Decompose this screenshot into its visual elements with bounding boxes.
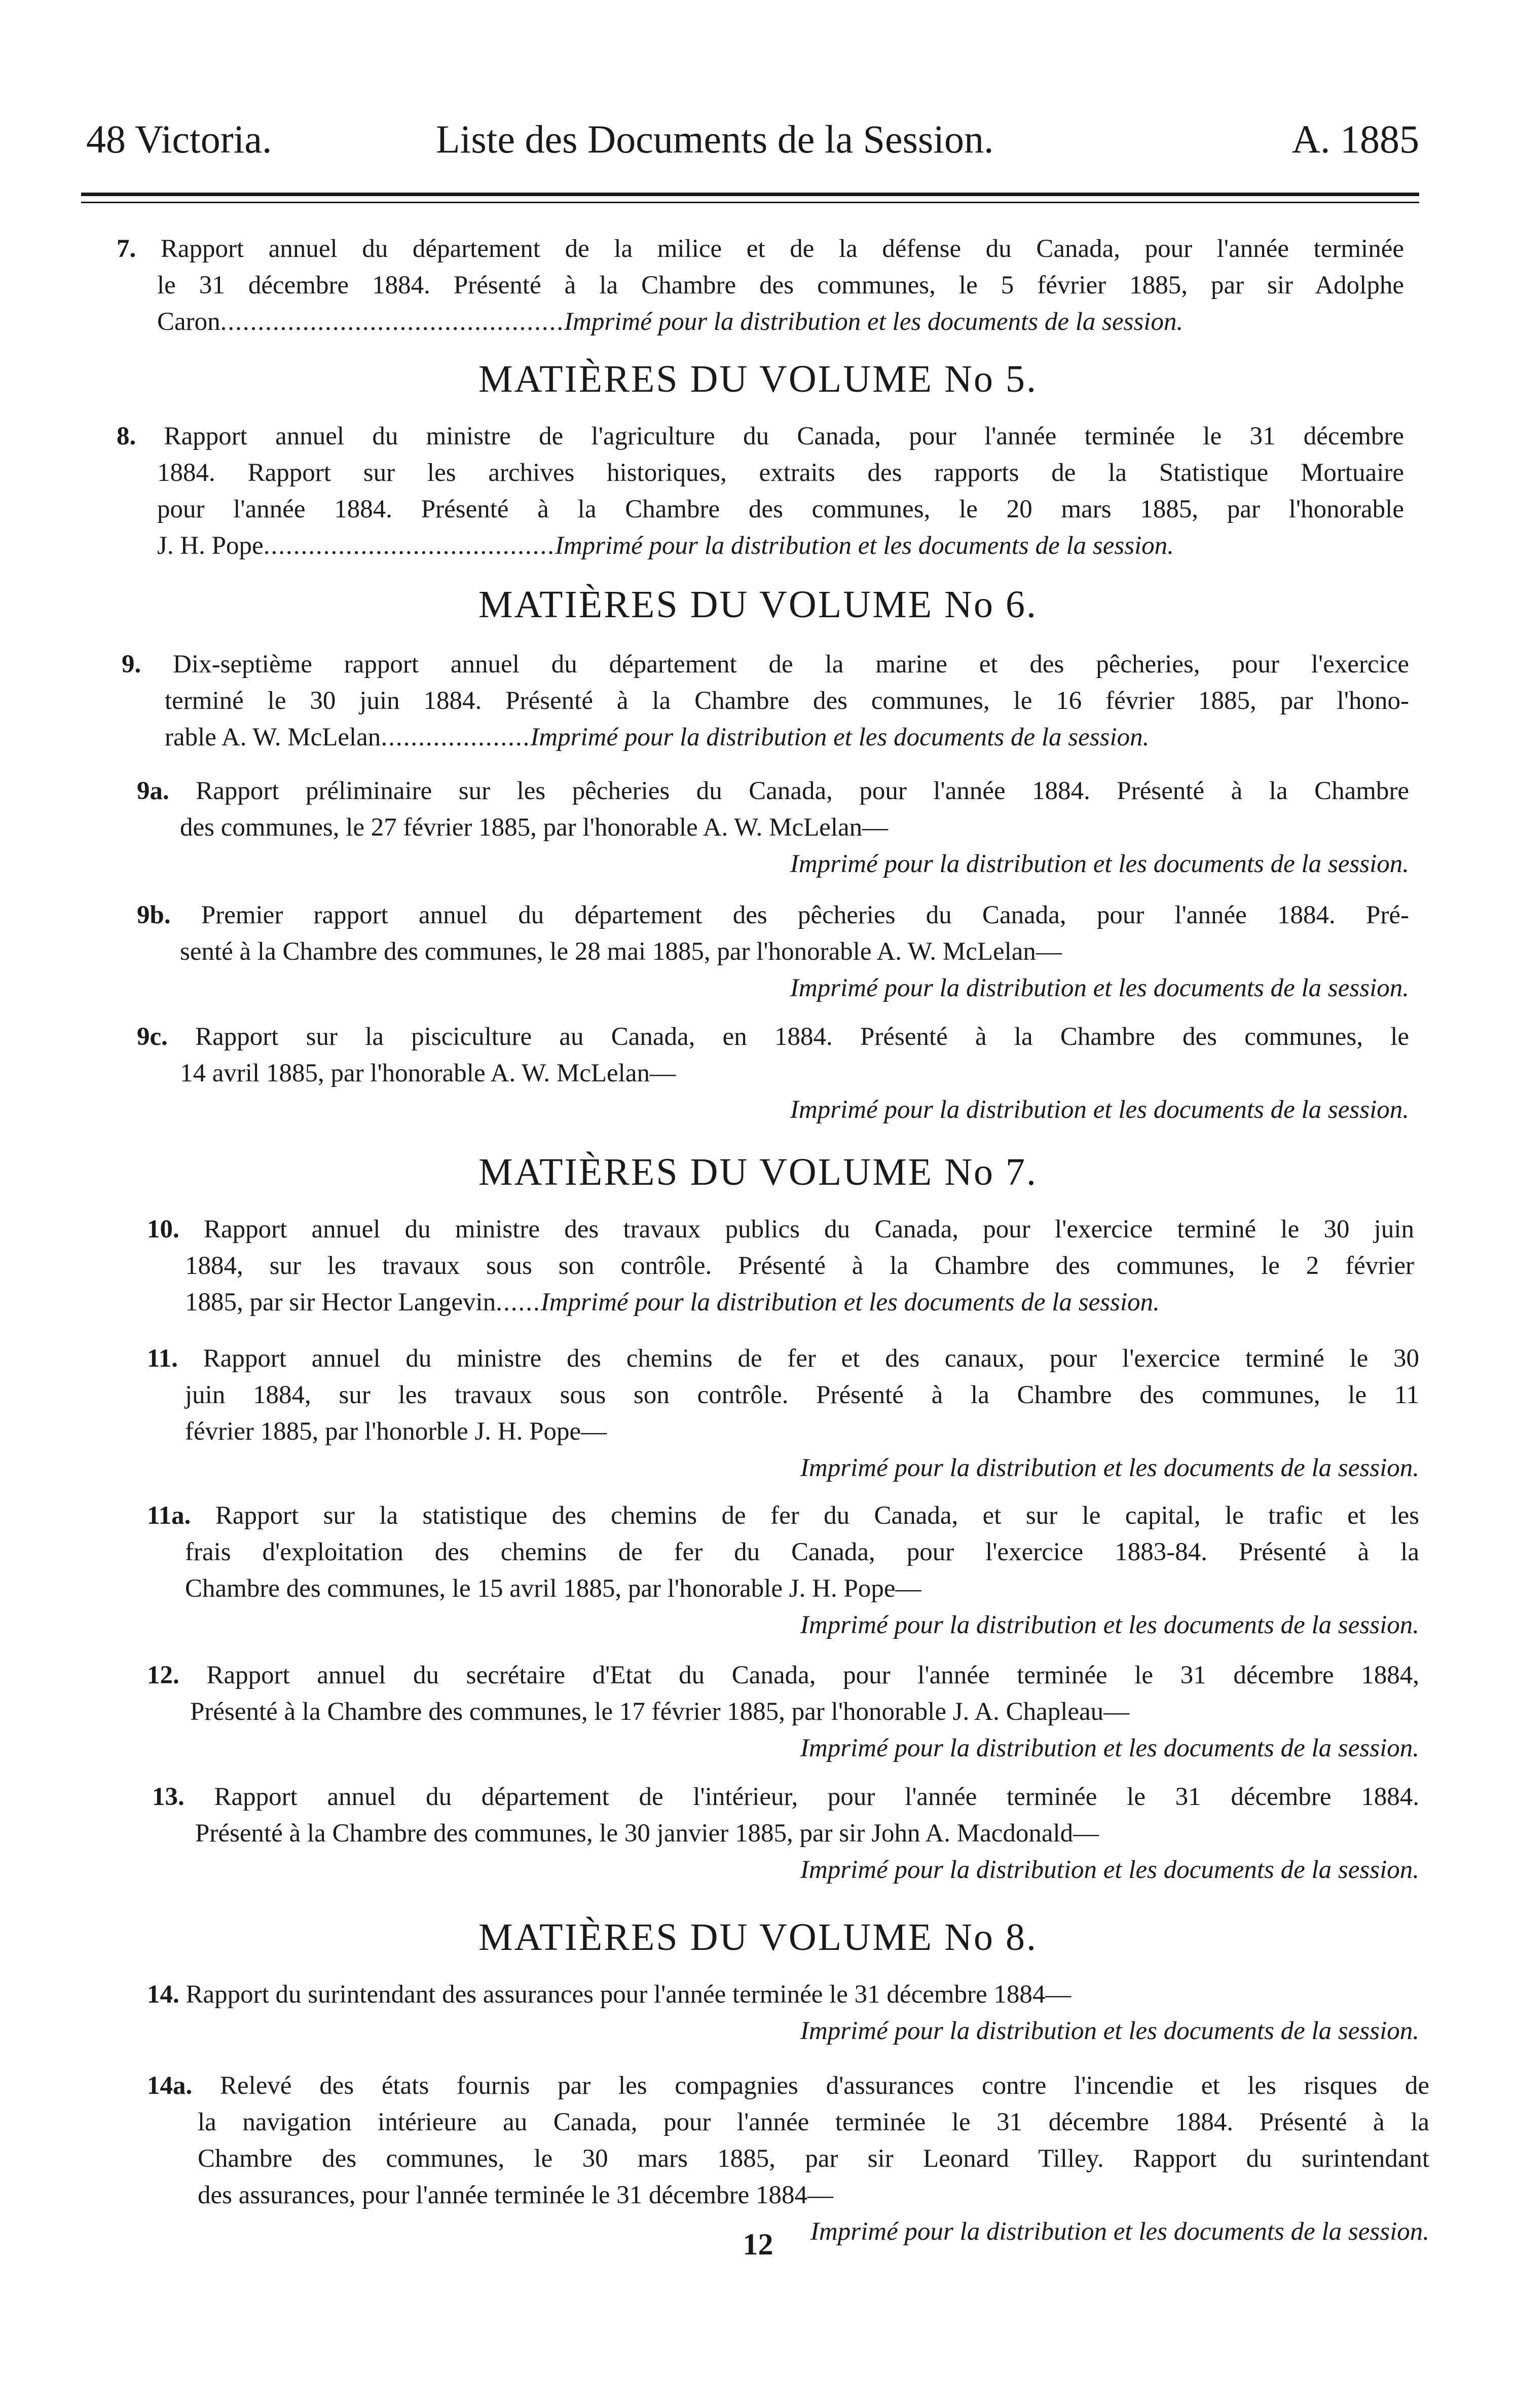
section-heading-volume-6: MATIÈRES DU VOLUME No 6. <box>478 583 1038 626</box>
entry-9a <box>137 773 1409 882</box>
entry-7 <box>117 231 1404 340</box>
entry-line: février 1885, par l'honorble J. H. Pope— <box>185 1417 607 1446</box>
entry-line: juin 1884, sur les travaux sous son contrôle. Présenté à la Chambre des communes, le 11 <box>185 1381 1419 1409</box>
entry-line: 11. Rapport annuel du ministre des chemins de fer et des canaux, pour l'exercice terminé le 30 <box>147 1344 1419 1373</box>
section-heading-volume-7: MATIÈRES DU VOLUME No 7. <box>478 1151 1038 1193</box>
header-rule-thick <box>81 193 1419 196</box>
entry-line: pour l'année 1884. Présenté à la Chambre des communes, le 20 mars 1885, par l'honorable <box>157 495 1404 523</box>
imprime-note: Imprimé pour la distribution et les documents de la session. <box>800 1454 1419 1482</box>
header-title: Liste des Documents de la Session. <box>436 117 994 161</box>
entry-line: Chambre des communes, le 15 avril 1885, par l'honorable J. H. Pope— <box>185 1574 921 1603</box>
entry-line: Présenté à la Chambre des communes, le 30 janvier 1885, par sir John A. Macdonald— <box>195 1819 1099 1848</box>
entry-number: 12. <box>147 1661 179 1689</box>
entry-lead-line: 1885, par sir Hector Langevin......Imprimé pour la distribution et les documents de la session. <box>185 1288 1160 1316</box>
entry-12 <box>147 1657 1419 1766</box>
entry-number: 8. <box>117 422 136 450</box>
header-year: A. 1885 <box>1291 117 1419 161</box>
entry-line: 1884, sur les travaux sous son contrôle. Présenté à la Chambre des communes, le 2 février <box>185 1252 1414 1280</box>
imprime-note: Imprimé pour la distribution et les documents de la session. <box>564 308 1184 336</box>
imprime-note: Imprimé pour la distribution et les documents de la session. <box>790 850 1409 878</box>
imprime-note: Imprimé pour la distribution et les documents de la session. <box>800 1856 1419 1884</box>
imprime-note: Imprimé pour la distribution et les documents de la session. <box>800 1611 1419 1639</box>
entry-number: 11a. <box>147 1501 191 1530</box>
entry-line: 13. Rapport annuel du département de l'intérieur, pour l'année terminée le 31 décembre 1884. <box>152 1783 1420 1811</box>
entry-line: des communes, le 27 février 1885, par l'honorable A. W. McLelan— <box>180 813 889 842</box>
entry-line: Chambre des communes, le 30 mars 1885, par sir Leonard Tilley. Rapport du surintendant <box>198 2144 1429 2173</box>
imprime-note: Imprimé pour la distribution et les documents de la session. <box>790 974 1409 1002</box>
imprime-note: Imprimé pour la distribution et les documents de la session. <box>540 1288 1160 1316</box>
imprime-note: Imprimé pour la distribution et les documents de la session. <box>554 532 1174 560</box>
entry-line: 9b. Premier rapport annuel du département des pêcheries du Canada, pour l'année 1884. Pré- <box>137 901 1409 929</box>
entry-line: senté à la Chambre des communes, le 28 mai 1885, par l'honorable A. W. McLelan— <box>180 937 1062 966</box>
entry-9b <box>137 897 1409 1006</box>
entry-11a <box>147 1497 1419 1643</box>
entry-line: des assurances, pour l'année terminée le 31 décembre 1884— <box>198 2181 833 2209</box>
entry-line: frais d'exploitation des chemins de fer du Canada, pour l'exercice 1883-84. Présenté à la <box>185 1538 1419 1566</box>
entry-number: 9a. <box>137 777 169 805</box>
section-heading-volume-8: MATIÈRES DU VOLUME No 8. <box>478 1916 1038 1959</box>
entry-lead-line: J. H. Pope.......................................Imprimé pour la distribution et les documents de la session. <box>157 532 1174 560</box>
entry-line: 9. Dix-septième rapport annuel du département de la marine et des pêcheries, pour l'exercice <box>122 650 1410 679</box>
entry-number: 7. <box>117 235 136 263</box>
entry-line: 7. Rapport annuel du département de la milice et de la défense du Canada, pour l'année terminée <box>117 235 1404 263</box>
entry-number: 10. <box>147 1215 179 1244</box>
header-rule-thin <box>81 202 1419 203</box>
entry-number: 11. <box>147 1344 178 1373</box>
entry-14a <box>147 2067 1429 2250</box>
entry-14 <box>147 1976 1419 2049</box>
header-regnal-year: 48 Victoria. <box>86 117 272 161</box>
entry-9 <box>122 646 1409 756</box>
entry-number: 14. <box>147 1980 179 2009</box>
entry-number: 9c. <box>137 1023 168 1051</box>
entry-line: terminé le 30 juin 1884. Présenté à la Chambre des communes, le 16 février 1885, par l'hono- <box>165 687 1409 715</box>
running-header <box>86 101 1419 162</box>
entry-11 <box>147 1340 1419 1486</box>
entry-line: la navigation intérieure au Canada, pour l'année terminée le 31 décembre 1884. Présenté à la <box>198 2108 1429 2136</box>
page-number: 12 <box>743 2228 773 2261</box>
entry-9c <box>137 1019 1409 1128</box>
imprime-note: Imprimé pour la distribution et les documents de la session. <box>810 2217 1429 2246</box>
entry-number: 9. <box>122 650 141 679</box>
entry-line: 9c. Rapport sur la pisciculture au Canada, en 1884. Présenté à la Chambre des communes, le <box>137 1023 1409 1051</box>
entry-13 <box>152 1779 1419 1888</box>
entry-number: 13. <box>152 1783 184 1811</box>
imprime-note: Imprimé pour la distribution et les documents de la session. <box>530 723 1150 751</box>
entry-lead-line: Caron..............................................Imprimé pour la distribution et les documents de la session. <box>157 308 1184 336</box>
entry-line: 8. Rapport annuel du ministre de l'agriculture du Canada, pour l'année terminée le 31 décembre <box>117 422 1404 450</box>
imprime-note: Imprimé pour la distribution et les documents de la session. <box>790 1096 1409 1124</box>
entry-line: 14 avril 1885, par l'honorable A. W. McLelan— <box>180 1059 676 1087</box>
entry-line: 11a. Rapport sur la statistique des chemins de fer du Canada, et sur le capital, le trafic et les <box>147 1501 1419 1530</box>
entry-lead-line: rable A. W. McLelan....................Imprimé pour la distribution et les documents de la session. <box>165 723 1150 751</box>
imprime-note: Imprimé pour la distribution et les documents de la session. <box>800 2017 1419 2045</box>
entry-line: 12. Rapport annuel du secrétaire d'Etat du Canada, pour l'année terminée le 31 décembre 1884, <box>147 1661 1420 1689</box>
entry-line: 14. Rapport du surintendant des assurances pour l'année terminée le 31 décembre 1884— <box>147 1980 1071 2009</box>
entry-8 <box>117 418 1404 564</box>
entry-line: 9a. Rapport préliminaire sur les pêcheries du Canada, pour l'année 1884. Présenté à la Chambre <box>137 777 1410 805</box>
entry-number: 14a. <box>147 2072 193 2100</box>
entry-line: 1884. Rapport sur les archives historiques, extraits des rapports de la Statistique Mortuaire <box>157 459 1404 487</box>
entry-line: Présenté à la Chambre des communes, le 17 février 1885, par l'honorable J. A. Chapleau— <box>190 1698 1130 1726</box>
imprime-note: Imprimé pour la distribution et les documents de la session. <box>800 1734 1419 1762</box>
section-heading-volume-5: MATIÈRES DU VOLUME No 5. <box>478 358 1038 400</box>
entry-10 <box>147 1211 1414 1321</box>
entry-line: 14a. Relevé des états fournis par les compagnies d'assurances contre l'incendie et les risques de <box>147 2072 1429 2100</box>
entry-number: 9b. <box>137 901 171 929</box>
entry-line: le 31 décembre 1884. Présenté à la Chambre des communes, le 5 février 1885, par sir Adolphe <box>157 271 1404 299</box>
entry-line: 10. Rapport annuel du ministre des travaux publics du Canada, pour l'exercice terminé le 30 juin <box>147 1215 1415 1244</box>
